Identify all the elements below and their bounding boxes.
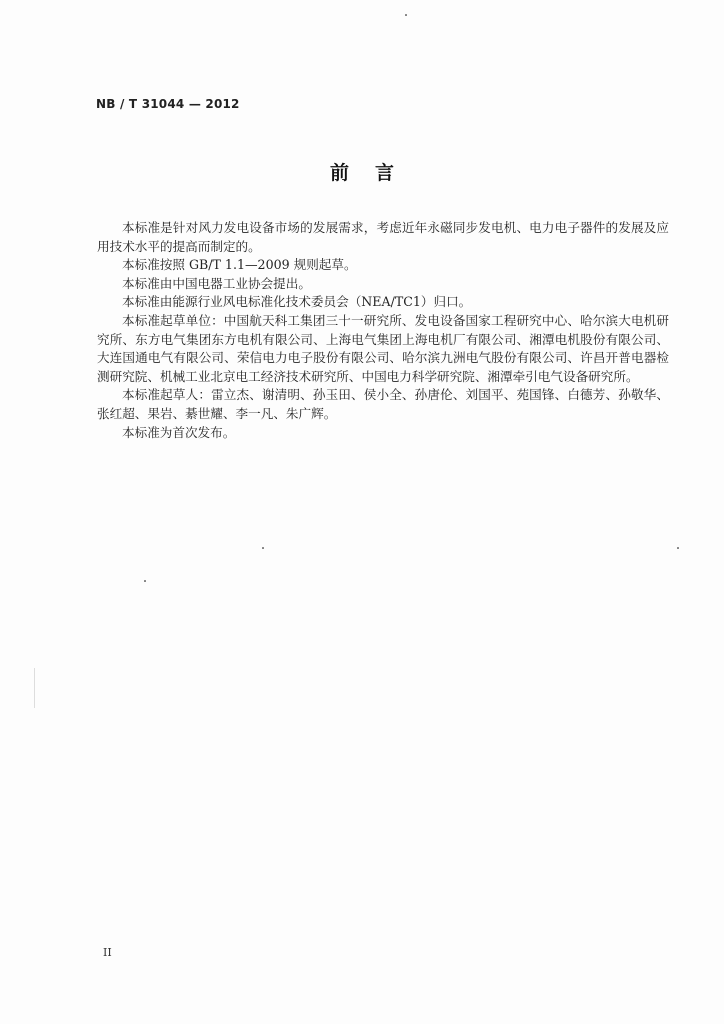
paragraph-technical-committee: 本标准由能源行业风电标准化技术委员会（NEA/TC1）归口。 (122, 294, 472, 310)
scan-speck (677, 547, 679, 549)
scan-speck (405, 14, 407, 16)
scan-speck (144, 580, 146, 582)
paragraph-drafters: 本标准起草人：雷立杰、谢清明、孙玉田、侯小全、孙唐伦、刘国平、苑国锋、白德芳、孙敬华、张红超、果岩、綦世耀、李一凡、朱广辉。 (97, 387, 669, 421)
page-number: II (103, 946, 112, 959)
scan-speck (262, 547, 264, 549)
paragraph-first-release: 本标准为首次发布。 (122, 424, 236, 440)
scan-speck (34, 668, 35, 708)
page-title: 前言 (329, 162, 420, 184)
paragraph-purpose: 本标准是针对风力发电设备市场的发展需求，考虑近年永磁同步发电机、电力电子器件的发展及应用技术水平的提高而制定的。 (97, 220, 669, 254)
paragraph-proposer: 本标准由中国电器工业协会提出。 (122, 275, 311, 291)
foreword-body (97, 219, 669, 442)
standard-code: NB / T 31044 — 2012 (96, 97, 240, 111)
paragraph-drafting-units: 本标准起草单位：中国航天科工集团三十一研究所、发电设备国家工程研究中心、哈尔滨大电机研究所、东方电气集团东方电机有限公司、上海电气集团上海电机厂有限公司、湘潭电机股份有限公司、大连国通电气有限公司、荣信电力电子股份有限公司、哈尔滨九洲电气股份有限公司、许昌开普电器检测研究院、机械工业北京电工经济技术研究所、中国电力科学研究院、湘潭牵引电气设备研究所。 (97, 312, 669, 384)
paragraph-drafting-rules: 本标准按照 GB/T 1.1—2009 规则起草。 (122, 257, 357, 273)
